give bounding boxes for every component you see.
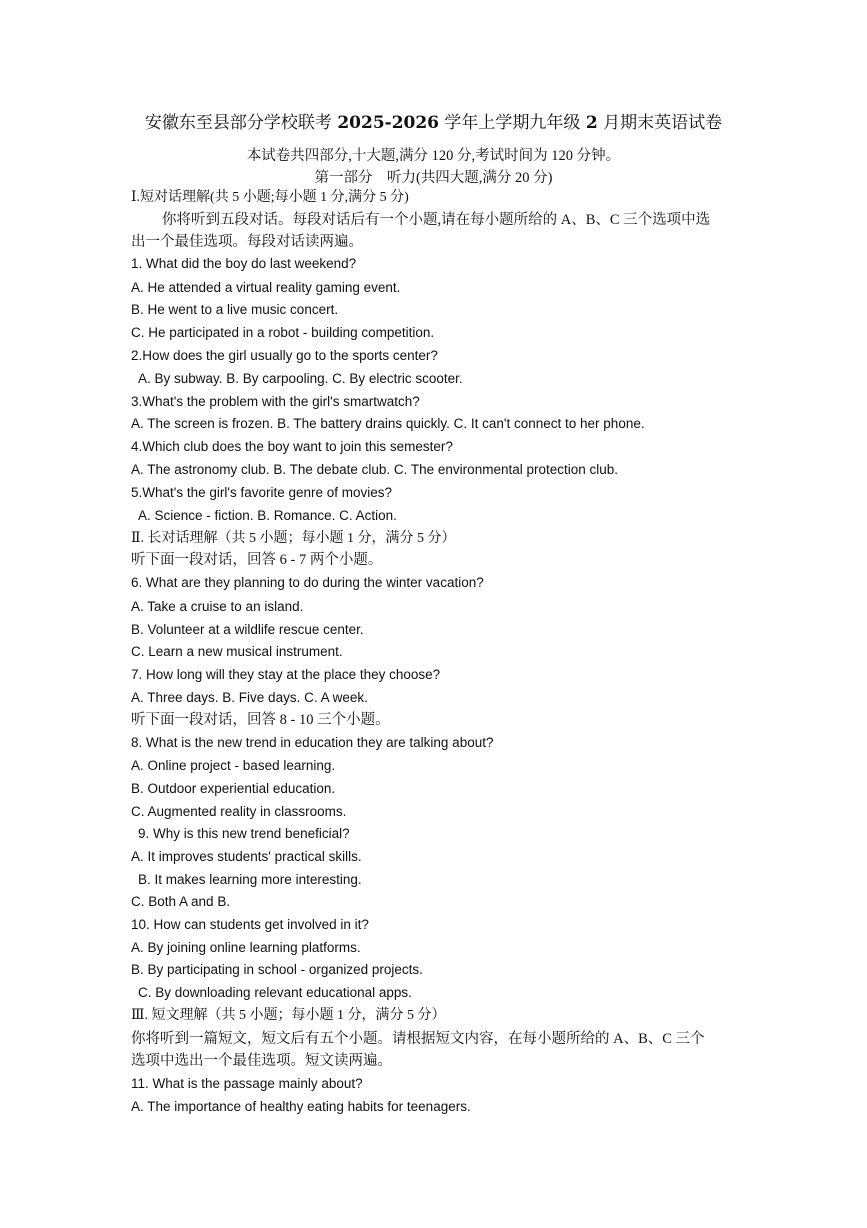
- section3-heading: Ⅲ. 短文理解（共 5 小题；每小题 1 分，满分 5 分）: [131, 1008, 446, 1023]
- question-10: 10. How can students get involved in it?: [131, 917, 369, 932]
- question-5: 5.What's the girl's favorite genre of movies?: [131, 485, 393, 500]
- title-mid: 学年上学期九年级: [444, 113, 581, 133]
- question-1: 1. What did the boy do last weekend?: [131, 256, 357, 271]
- q6-option-b: B. Volunteer at a wildlife rescue center.: [131, 622, 364, 637]
- title-month: 2: [585, 113, 598, 133]
- question-7: 7. How long will they stay at the place they choose?: [131, 667, 441, 682]
- q9-option-a: A. It improves students' practical skills.: [131, 849, 362, 864]
- q5-options: A. Science - fiction. B. Romance. C. Action.: [138, 508, 397, 523]
- question-11: 11. What is the passage mainly about?: [131, 1076, 363, 1091]
- question-2: 2.How does the girl usually go to the sports center?: [131, 348, 438, 363]
- section3-instruction-line1: 你将听到一篇短文，短文后有五个小题。请根据短文内容，在每小题所给的 A、B、C 三个: [131, 1031, 705, 1047]
- title-suffix: 月期末英语试卷: [603, 113, 723, 133]
- question-4: 4.Which club does the boy want to join this semester?: [131, 439, 453, 454]
- section1-instruction-line1: 你将听到五段对话。每段对话后有一个小题,请在每小题所给的 A、B、C 三个选项中选: [162, 212, 711, 228]
- section2-lead-6-7: 听下面一段对话，回答 6 - 7 两个小题。: [131, 552, 383, 568]
- q1-option-b: B. He went to a live music concert.: [131, 302, 339, 317]
- question-8: 8. What is the new trend in education they are talking about?: [131, 735, 494, 750]
- section1-heading: Ⅰ.短对话理解(共 5 小题;每小题 1 分,满分 5 分): [131, 190, 409, 205]
- q6-option-c: C. Learn a new musical instrument.: [131, 644, 343, 659]
- q2-options: A. By subway. B. By carpooling. C. By electric scooter.: [138, 371, 463, 386]
- title-prefix: 安徽东至县部分学校联考: [144, 113, 332, 133]
- q6-option-a: A. Take a cruise to an island.: [131, 599, 304, 614]
- section1-instruction-line2: 出一个最佳选项。每段对话读两遍。: [131, 234, 363, 250]
- q10-option-a: A. By joining online learning platforms.: [131, 940, 361, 955]
- q10-option-c: C. By downloading relevant educational apps.: [138, 985, 412, 1000]
- q1-option-c: C. He participated in a robot - building competition.: [131, 325, 435, 340]
- q8-option-b: B. Outdoor experiential education.: [131, 781, 336, 796]
- q9-option-b: B. It makes learning more interesting.: [138, 872, 362, 887]
- q9-option-c: C. Both A and B.: [131, 894, 231, 909]
- section2-lead-8-10: 听下面一段对话，回答 8 - 10 三个小题。: [131, 712, 390, 728]
- part1-heading: 第一部分 听力(共四大题,满分 20 分): [314, 170, 553, 186]
- q8-option-a: A. Online project - based learning.: [131, 758, 336, 773]
- q4-options: A. The astronomy club. B. The debate club. C. The environmental protection club.: [131, 462, 619, 477]
- q8-option-c: C. Augmented reality in classrooms.: [131, 804, 347, 819]
- exam-intro: 本试卷共四部分,十大题,满分 120 分,考试时间为 120 分钟。: [246, 148, 621, 164]
- q1-option-a: A. He attended a virtual reality gaming event.: [131, 280, 401, 295]
- section3-instruction-line2: 选项中选出一个最佳选项。短文读两遍。: [131, 1053, 392, 1069]
- question-9: 9. Why is this new trend beneficial?: [138, 826, 350, 841]
- title-year: 2025-2026: [337, 113, 440, 133]
- question-3: 3.What's the problem with the girl's smartwatch?: [131, 394, 420, 409]
- q11-option-a: A. The importance of healthy eating habits for teenagers.: [131, 1099, 471, 1114]
- exam-title: [0, 108, 867, 133]
- q7-options: A. Three days. B. Five days. C. A week.: [131, 690, 368, 705]
- q10-option-b: B. By participating in school - organized projects.: [131, 962, 423, 977]
- section2-heading: Ⅱ. 长对话理解（共 5 小题；每小题 1 分，满分 5 分）: [131, 531, 456, 546]
- question-6: 6. What are they planning to do during the winter vacation?: [131, 575, 484, 590]
- q3-options: A. The screen is frozen. B. The battery drains quickly. C. It can't connect to her phone.: [131, 416, 645, 431]
